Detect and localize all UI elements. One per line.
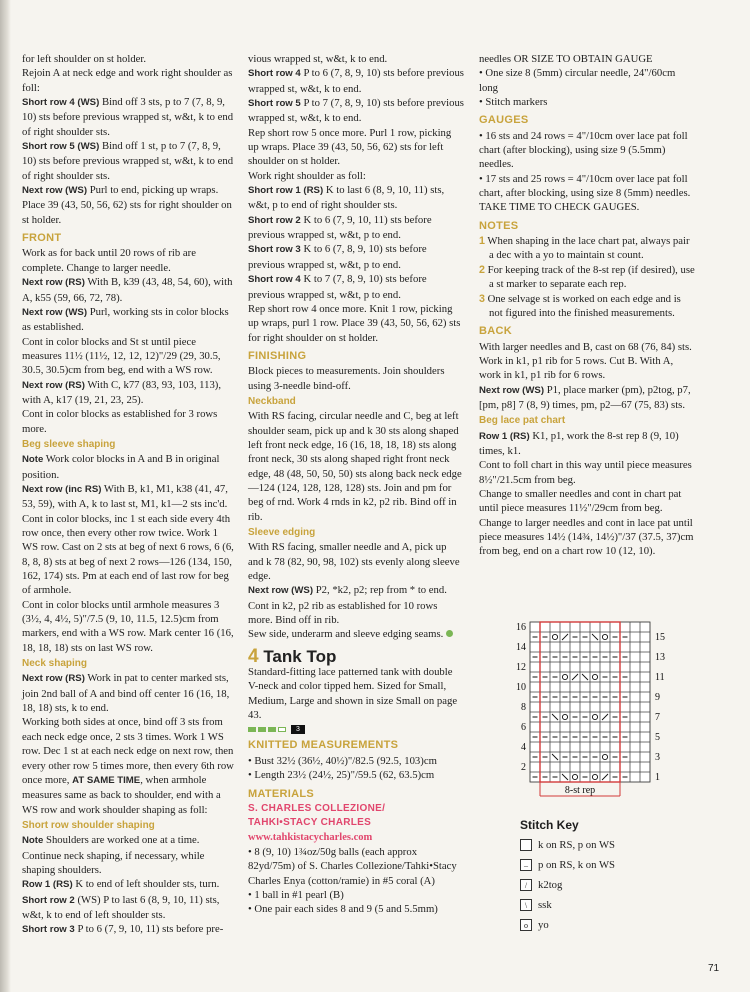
instruction-row	[22, 378, 236, 408]
instruction-row	[22, 305, 236, 335]
paragraph: Rep short row 4 once more. Knit 1 row, picking up wraps, purl 1 row. Place 39 (43, 50, 56, 62) sts for right shoulder on st holder.	[248, 302, 461, 344]
note-text: When shaping in the lace chart pat, always pair a dec with a yo to maintain st count.	[484, 235, 690, 262]
repeat-label: 8-st rep	[564, 785, 596, 796]
instruction-row	[248, 213, 464, 243]
note-item	[479, 292, 696, 321]
row-label: Short row 4	[248, 274, 301, 286]
subheading-short-row-shoulder: Short row shoulder shaping	[22, 819, 155, 831]
key-label: k2tog	[538, 879, 563, 891]
section-heading-gauges: GAUGES	[479, 114, 529, 127]
paragraph: Work as for back until 20 rows of rib are complete. Change to larger needle.	[22, 247, 196, 274]
chart-row-number: 16	[516, 622, 526, 633]
row-label: Next row (RS)	[22, 277, 85, 289]
list-item: • Length 23½ (24½, 25)"/59.5 (62, 63.5)cm	[248, 769, 435, 782]
row-label: Short row 2	[22, 894, 75, 906]
paragraph: Cont to foll chart in this way until piece measures 8½"/21.5cm from beg.	[479, 459, 692, 486]
row-text: K to end of left shoulder sts, turn.	[72, 878, 220, 891]
skill-bar-icon	[258, 727, 266, 732]
subheading-sleeve-edging: Sleeve edging	[248, 527, 316, 538]
row-label: Short row 5 (WS)	[22, 141, 100, 153]
row-text: With B, k1, M1, k38 (41, 47, 53, 59), with A, k to last st, M1, k1—2 sts inc'd.	[22, 482, 228, 511]
row-label: Next row (RS)	[22, 673, 85, 685]
row-text: P2, *k2, p2; rep from * to end. Cont in k2, p2 rib as established for 10 rows more. Bind off in rib.	[248, 584, 447, 627]
paragraph: Standard-fitting lace patterned tank with double V-neck and color tipped hem. Sized for Small, Medium, Large and shown in size Small on page 43.	[248, 666, 458, 722]
row-label: Short row 1 (RS)	[248, 185, 324, 197]
row-label: Row 1 (RS)	[479, 430, 530, 442]
text: Sew side, underarm and sleeve edging seams.	[248, 628, 444, 641]
paragraph: Rejoin A at neck edge and work right shoulder as foll:	[22, 67, 233, 94]
key-row	[520, 918, 615, 932]
chart-row-number: 4	[521, 742, 526, 753]
section-heading-front: FRONT	[22, 232, 62, 245]
row-text: K to 6 (7, 8, 9, 10) sts before previous wrapped st, w&t, p to end.	[248, 243, 427, 271]
brand-url: www.tahkistacycharles.com	[248, 831, 373, 843]
yo-symbol-icon: o	[520, 919, 532, 931]
instruction-row	[22, 275, 236, 305]
lace-chart	[500, 618, 665, 798]
row-text: P to 7 (7, 8, 9, 10) sts before previous wrapped st, w&t, k to end.	[248, 97, 464, 125]
skill-level-indicator	[248, 725, 464, 734]
section-heading-materials: MATERIALS	[248, 787, 315, 800]
row-text: Work in pat to center marked sts, join 2nd ball of A and bind off center 16 (16, 18, 18, 18) sts, k to end.	[22, 672, 230, 715]
row-label: Next row (WS)	[22, 306, 88, 318]
k2tog-symbol-icon: /	[520, 879, 532, 891]
column-1	[22, 52, 236, 938]
text: Working both sides at once, bind off 3 sts from each neck edge once, 2 sts 3 times. Work 1 WS row. Dec 1 st at each neck edge on next row, then every other row 5 times more, then every 6th row once more,	[22, 716, 234, 786]
paragraph: vious wrapped st, w&t, k to end.	[248, 53, 388, 65]
instruction-row	[22, 183, 236, 227]
note	[22, 833, 236, 877]
row-text: With B, k39 (43, 48, 54, 60), with A, k55 (59, 66, 72, 78).	[22, 276, 233, 304]
paragraph	[248, 627, 464, 641]
row-text: P to 6 (7, 8, 9, 10) sts before previous wrapped st, w&t, k to end.	[248, 67, 464, 95]
chart-row-number: 5	[655, 732, 660, 743]
key-label: p on RS, k on WS	[538, 859, 616, 871]
column-2	[248, 52, 464, 917]
subheading-sleeve-shaping: Beg sleeve shaping	[22, 438, 116, 450]
paragraph: With RS facing, smaller needle and A, pick up and k 78 (82, 90, 98, 102) sts evenly along sleeve edge.	[248, 541, 460, 583]
instruction-row	[22, 877, 236, 892]
row-label: Short row 5	[248, 98, 301, 110]
row-text: With C, k77 (83, 93, 103, 113), with A, k17 (19, 21, 23, 25).	[22, 378, 222, 406]
row-label: Next row (RS)	[22, 379, 85, 391]
yarn-weight-icon: 3	[291, 725, 305, 734]
chart-row-number: 3	[655, 752, 660, 763]
yarn-brand: S. CHARLES COLLEZIONE/	[248, 802, 386, 814]
stitch-key-title: Stitch Key	[520, 818, 579, 832]
yarn-brand: TAHKI•STACY CHARLES	[248, 817, 372, 829]
note-label: Note	[22, 454, 44, 466]
instruction-row	[248, 183, 464, 213]
row-label: Short row 2	[248, 214, 301, 226]
text: , when armhole measures same as back to shoulder, end with a WS row and work shoulder shaping as foll:	[22, 773, 221, 816]
note-item	[479, 234, 696, 263]
instruction-row	[22, 671, 236, 715]
list-item: • Bust 32½ (36½, 40½)"/82.5 (92.5, 103)cm	[248, 754, 437, 767]
list-item: • 17 sts and 25 rows = 4"/10cm over lace pat foll chart, after blocking, using size 8 (5mm) needles.	[479, 172, 691, 200]
paragraph: Cont in color blocks and St st until piece measures 11½ (11½, 12, 12, 12)"/29 (29, 30.5, 30.5, 30.5)cm from beg, end with a WS row.	[22, 335, 221, 377]
list-item: • 16 sts and 24 rows = 4"/10cm over lace pat foll chart (after blocking), using size 9 (5.5mm) needles.	[479, 129, 688, 171]
row-text: Purl to end, picking up wraps. Place 39 (43, 50, 56, 62) sts for right shoulder on st holder.	[22, 184, 232, 226]
chart-row-number: 8	[521, 702, 526, 713]
page-binding-shadow	[0, 0, 11, 992]
instruction-row	[22, 922, 236, 937]
chart-row-number: 9	[655, 692, 660, 703]
instruction-row	[248, 66, 464, 96]
chart-row-number: 2	[521, 762, 526, 773]
skill-bar-icon	[268, 727, 276, 732]
note-text: Shoulders are worked one at a time. Continue neck shaping, if necessary, while shaping shoulders.	[22, 834, 205, 876]
stitch-key	[520, 818, 615, 938]
row-label: Next row (inc RS)	[22, 483, 102, 495]
knit-symbol-icon	[520, 839, 532, 851]
instruction-row	[248, 272, 464, 302]
row-label: Short row 4 (WS)	[22, 97, 100, 109]
row-text: K1, p1, work the 8-st rep 8 (9, 10) times, k1.	[479, 429, 679, 457]
key-label: ssk	[538, 899, 552, 911]
section-heading-measurements: KNITTED MEASUREMENTS	[248, 739, 399, 752]
instruction-row	[22, 139, 236, 183]
row-label: Next row (WS)	[248, 585, 314, 597]
skill-bar-icon	[248, 727, 256, 732]
row-text: K to 7 (7, 8, 9, 10) sts before previous wrapped st, w&t, p to end.	[248, 273, 427, 301]
chart-row-number: 13	[655, 652, 665, 663]
chart-row-number: 11	[655, 672, 665, 683]
paragraph: With larger needles and B, cast on 68 (76, 84) sts. Work in k1, p1 rib for 5 rows. Cut B. With A, work in k1, p1 rib for 6 rows.	[479, 340, 692, 382]
note-number: 2	[479, 263, 485, 276]
list-item: • One pair each sides 8 and 9 (5 and 5.5mm)	[248, 903, 438, 916]
skill-bar-empty-icon	[278, 727, 286, 732]
paragraph: Cont in color blocks until armhole measures 3 (3½, 4, 4½, 5)"/7.5 (9, 10, 11.5, 12.5)cm from markers, end with a WS row. Mark center 16 (16, 18, 18, 18) sts on last WS row.	[22, 598, 234, 654]
row-text: (WS) P to last 6 (8, 9, 10, 11) sts, w&t, k to end of left shoulder sts.	[22, 893, 220, 921]
section-heading-finishing: FINISHING	[248, 349, 307, 362]
section-heading-notes: NOTES	[479, 219, 519, 232]
row-text: Bind off 1 st, p to 7 (7, 8, 9, 10) sts before previous wrapped st, w&t, k to end of right shoulder sts.	[22, 140, 234, 182]
row-text: K to last 6 (8, 9, 10, 11) sts, w&t, p to end of right shoulder sts.	[248, 184, 445, 212]
section-heading-back: BACK	[479, 325, 512, 338]
instruction-row	[248, 96, 464, 126]
list-item: • One size 8 (5mm) circular needle, 24"/60cm long	[479, 67, 676, 94]
note-number: 1	[479, 235, 485, 248]
subheading-neckband: Neckband	[248, 395, 296, 407]
end-bullet-icon	[446, 630, 453, 637]
key-row	[520, 878, 615, 892]
note-label: Note	[22, 835, 44, 847]
paragraph: Work right shoulder as foll:	[248, 169, 366, 182]
row-text: P to 6 (7, 9, 10, 11) sts before pre-	[74, 923, 224, 936]
instruction-row	[248, 242, 464, 272]
subheading-neck-shaping: Neck shaping	[22, 658, 88, 670]
project-name: Tank Top	[263, 646, 337, 666]
row-label: Next row (WS)	[479, 384, 545, 396]
purl-symbol-icon: –	[520, 859, 532, 871]
row-text: Purl, working sts in color blocks as established.	[22, 305, 229, 334]
instruction-row	[22, 893, 236, 923]
chart-row-number: 6	[521, 722, 526, 733]
key-label: yo	[538, 919, 549, 931]
row-label: Next row (WS)	[22, 185, 88, 197]
paragraph: Change to smaller needles and cont in chart pat until piece measures 11½"/29cm from beg. Change to larger needles and cont in lace pat until piece measures 14½ (14¾, 14½)"/37 (37.5, 37)cm from beg, end on a chart row 10 (12, 10).	[479, 487, 694, 558]
paragraph: Block pieces to measurements. Join shoulders using 3-needle bind-off.	[248, 365, 445, 392]
instruction-row	[479, 383, 696, 413]
list-item: • 8 (9, 10) 1¾oz/50g balls (each approx 82yd/75m) of S. Charles Collezione/Tahki•Stacy Charles Enya (cotton/ramie) in #5 coral (A)	[248, 845, 457, 887]
chart-row-number: 15	[655, 632, 665, 643]
paragraph: for left shoulder on st holder.	[22, 53, 147, 65]
paragraph: TAKE TIME TO CHECK GAUGES.	[479, 201, 640, 214]
row-label: Row 1 (RS)	[22, 879, 73, 891]
instruction-row	[22, 95, 236, 139]
list-item: • Stitch markers	[479, 96, 548, 109]
paragraph: With RS facing, circular needle and C, beg at left shoulder seam, pick up and k 30 sts along shaped left front neck edge, 16 (16, 18, 18, 18) sts along front neck, 30 sts along shaped right front neck edge, 48 (48, 50, 50, 50) sts along back neck edge—124 (124, 128, 128, 128) sts. Join and pm for beg of rnd. Work 4 rnds in k2, p2 rib. Bind off in rib.	[248, 410, 462, 523]
ssk-symbol-icon: \	[520, 899, 532, 911]
note-item	[479, 263, 696, 292]
project-title	[248, 645, 464, 667]
row-text: K to 6 (7, 9, 10, 11) sts before previous wrapped st, w&t, p to end.	[248, 213, 432, 242]
key-row	[520, 838, 615, 852]
list-item: • 1 ball in #1 pearl (B)	[248, 888, 344, 901]
key-row	[520, 858, 615, 872]
chart-row-number: 1	[655, 772, 660, 783]
chart-row-number: 10	[516, 682, 526, 693]
row-text: Bind off 3 sts, p to 7 (7, 8, 9, 10) sts before previous wrapped st, w&t, k to end of right shoulder sts.	[22, 96, 234, 138]
instruction-row	[248, 583, 464, 627]
note-number: 3	[479, 292, 485, 305]
chart-row-number: 14	[516, 642, 526, 653]
note	[22, 452, 236, 482]
paragraph: Cont in color blocks as established for 3 rows more.	[22, 408, 218, 435]
note-text: One selvage st is worked on each edge and is not figured into the finished measurements.	[484, 292, 681, 319]
paragraph	[22, 715, 236, 816]
paragraph: needles OR SIZE TO OBTAIN GAUGE	[479, 53, 653, 65]
chart-row-number: 12	[516, 662, 526, 673]
row-label: Short row 3	[22, 924, 75, 936]
note-text: Work color blocks in A and B in original position.	[22, 453, 220, 481]
same-time-label: AT SAME TIME	[72, 774, 141, 786]
paragraph: Rep short row 5 once more. Purl 1 row, picking up wraps. Place 39 (43, 50, 56, 62) sts for left shoulder on st holder.	[248, 126, 452, 168]
column-3	[479, 52, 696, 559]
page-number: 71	[708, 963, 720, 974]
note-text: For keeping track of the 8-st rep (if desired), use a st marker to separate each rep.	[484, 263, 695, 291]
row-label: Short row 4	[248, 68, 301, 80]
row-text: P1, place marker (pm), p2tog, p7, [pm, p8] 7 (8, 9) times, pm, p2—67 (75, 83) sts.	[479, 383, 691, 411]
instruction-row	[22, 482, 236, 512]
paragraph: Cont in color blocks, inc 1 st each side every 4th row once, then every other row twice. Work 1 WS row. Cast on 2 sts at beg of next 6 rows, 6 (6, 8, 8, 8) sts at beg of next 2 rows—126 (134, 150, 162, 174) sts. Pm at each end of last row for beg of armhole.	[22, 512, 234, 597]
project-number: 4	[248, 645, 259, 667]
instruction-row	[479, 429, 696, 459]
row-label: Short row 3	[248, 244, 301, 256]
key-label: k on RS, p on WS	[538, 839, 616, 851]
subheading-lace-chart: Beg lace pat chart	[479, 415, 566, 427]
chart-row-number: 7	[655, 712, 660, 723]
key-row	[520, 898, 615, 912]
